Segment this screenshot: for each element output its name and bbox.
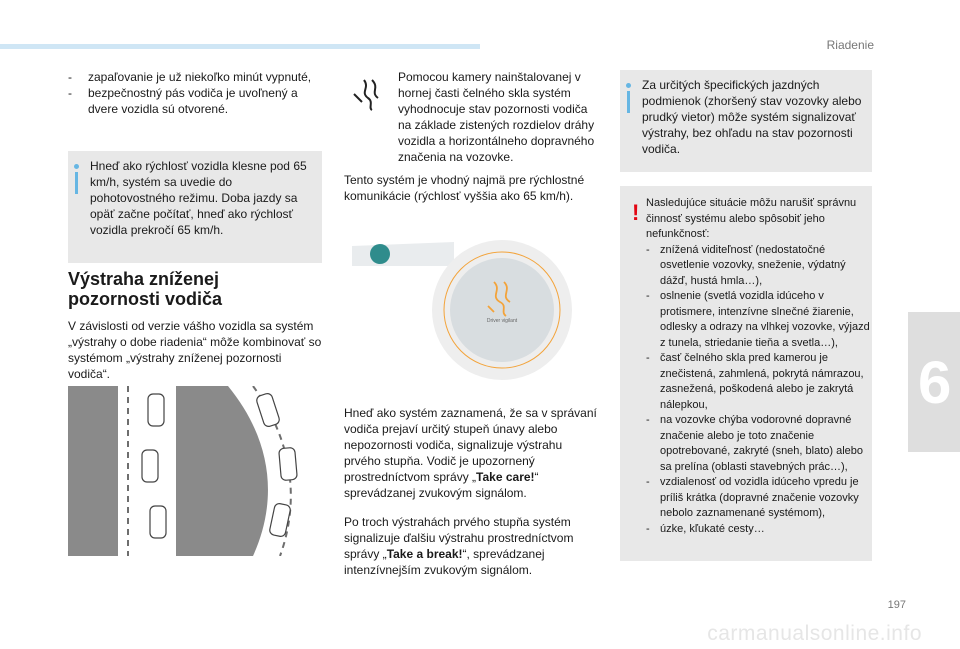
first-level-warning-text: Hneď ako systém zaznamená, že sa v správaní vodiča prejaví určitý stupeň únavy alebo nepozornosti vodiča, signalizuje výstrahu prvého stupňa. Vodič je upozornený prostredníctvom správy „Take care!“ sprevádzanej zvukovým signálom. (344, 406, 597, 500)
instrument-display-illustration (344, 226, 599, 388)
info-text: Hneď ako rýchlosť vozidla klesne pod 65 km/h, systém sa uvedie do pohotovostného režimu. Doba jazdy sa opäť začne počítať, hneď ako rýchlosť vozidla prekročí 65 km/h. (90, 159, 307, 237)
conditions-list (68, 69, 330, 117)
info-box-standby (68, 151, 322, 263)
intro-paragraph: V závislosti od verzie vášho vozidla sa systém „výstrahy o dobe riadenia“ môže kombinovať so systémom „výstrahy zníženej pozornosti vodiča“. (68, 319, 322, 381)
section-title: Riadenie (826, 38, 874, 52)
info-icon-bar (627, 91, 630, 113)
list-item: - na vozovke chýba vodorovné dopravné značenie alebo je toto značenie opotrebované, zakryté (sneh, blato) alebo sa prelína (oblasti stavebných prác…), (646, 414, 864, 473)
info-icon (626, 83, 631, 88)
driver-attention-icon (350, 76, 386, 112)
chapter-number: 6 (918, 349, 952, 416)
page-number: 197 (887, 599, 906, 611)
chapter-tab (908, 312, 960, 452)
display-label: Driver vigilant (486, 318, 518, 324)
road-lane-illustration (68, 386, 323, 556)
list-item: - bezpečnostný pás vodiča je uvoľnený a dvere vozidla sú otvorené. (68, 86, 298, 116)
suitability-text: Tento systém je vhodný najmä pre rýchlostné komunikácie (rýchlosť vyššia ako 65 km/h). (344, 173, 585, 203)
warning-box (620, 186, 872, 561)
list-item: - oslnenie (svetlá vozidla idúceho v protismere, intenzívne slnečné žiarenie, odlesky a odrazy na vlhkej vozovke, výjazd z tunela, striedanie tieňa a svetla…), (646, 290, 870, 349)
section-heading: Výstraha zníženej pozornosti vodiča (68, 269, 223, 309)
warning-list (646, 243, 872, 538)
info-box-conditions (620, 70, 872, 172)
info-icon (74, 164, 79, 169)
list-item: - znížená viditeľnosť (nedostatočné osvetlenie vozovky, sneženie, výdatný dážď, hustá hmla…), (646, 243, 846, 287)
list-item: - úzke, kľukaté cesty… (646, 522, 765, 535)
camera-description: Pomocou kamery nainštalovanej v hornej časti čelného skla systém vyhodnocuje stav pozornosti vodiča na základe zistených rozdielov dráhy vozidla a horizontálneho dopravného značenia na vozovke. (398, 70, 595, 164)
warning-content (646, 196, 872, 537)
list-item: - časť čelného skla pred kamerou je znečistená, zahmlená, pokrytá námrazou, zasnežená, poškodená alebo je zakrytá nálepkou, (646, 352, 864, 411)
info-icon-bar (75, 172, 78, 194)
display-indicator (370, 244, 390, 264)
warning-intro: Nasledujúce situácie môžu narušiť správnu činnosť systému alebo spôsobiť jeho nefunkčnosť: (646, 197, 857, 240)
header-accent-bar (0, 44, 480, 49)
list-item: - zapaľovanie je už niekoľko minút vypnuté, (68, 70, 312, 84)
warning-icon: ! (632, 200, 640, 225)
watermark: carmanualsonline.info (707, 622, 922, 645)
list-item: - vzdialenosť od vozidla idúceho vpredu je príliš krátka (dopravné značenie vozovky nebolo zaznamenané systémom), (646, 476, 859, 519)
second-level-warning-text: Po troch výstrahách prvého stupňa systém signalizuje ďalšiu výstrahu prostredníctvom správy „Take a break!“, sprevádzanej intenzívnejším zvukovým signálom. (344, 515, 574, 577)
info-text: Za určitých špecifických jazdných podmienok (zhoršený stav vozovky alebo prudký vietor) môže systém signalizovať výstrahy, bez ohľadu na stav pozornosti vodiča. (642, 78, 862, 156)
